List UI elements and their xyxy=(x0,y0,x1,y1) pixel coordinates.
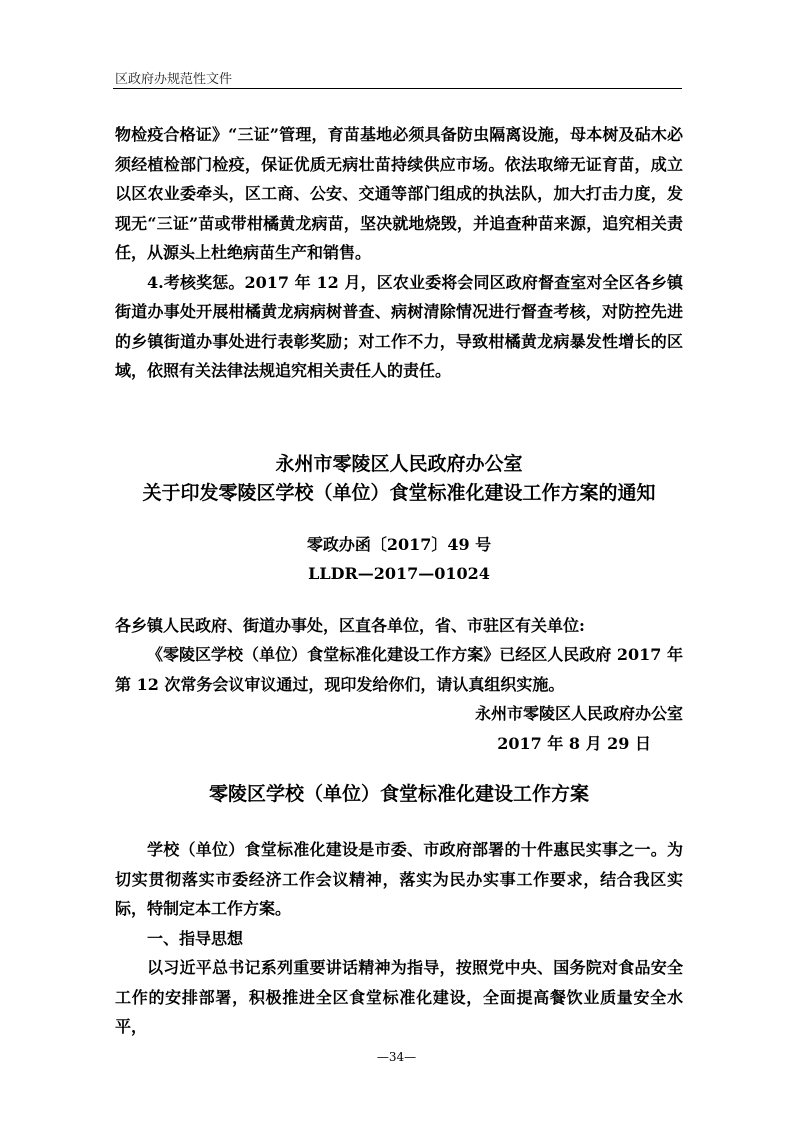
spacer xyxy=(115,809,683,835)
running-header: 区政府办规范性文件 xyxy=(115,72,233,87)
spacer xyxy=(115,758,683,780)
notice-addressee: 各乡镇人民政府、街道办事处，区直各单位，省、市驻区有关单位: xyxy=(115,615,585,635)
header-rule xyxy=(113,88,682,89)
registration-number: LLDR—2017—01024 xyxy=(308,564,490,583)
notice-title-line-2: 关于印发零陵区学校（单位）食堂标准化建设工作方案的通知 xyxy=(142,481,656,504)
spacer xyxy=(115,589,683,611)
plan-intro: 学校（单位）食堂标准化建设是市委、市政府部署的十件惠民实事之一。为切实贯彻落实市委经济工作会议精神，落实为民办实事工作要求，结合我区实际，特制定本工作方案。 xyxy=(115,840,683,918)
document-number: 零政办函〔2017〕49 号 xyxy=(306,534,492,554)
page-number: —34— xyxy=(376,1050,417,1064)
notice-body: 《零陵区学校（单位）食堂标准化建设工作方案》已经区人民政府 2017 年第 12 次常务会议审议通过，现印发给你们，请认真组织实施。 xyxy=(115,645,683,694)
plan-title: 零陵区学校（单位）食堂标准化建设工作方案 xyxy=(208,783,589,805)
spacer xyxy=(115,386,683,450)
continued-paragraph-2: 4.考核奖惩。2017 年 12 月，区农业委将会同区政府督查室对全区各乡镇街道办事处开展柑橘黄龙病病树普查、病树清除情况进行督查考核，对防控先进的乡镇街道办事处进行表彰奖励；对工作不力，导致柑橘黄龙病暴发性增长的区域，依照有关法律法规追究相关责任人的责任。 xyxy=(115,272,683,380)
spacer xyxy=(115,508,683,530)
notice-title-line-1: 永州市零陵区人民政府办公室 xyxy=(275,452,523,475)
section-1-heading: 一、指导思想 xyxy=(147,928,244,948)
page-body xyxy=(115,120,683,1042)
section-1-body: 以习近平总书记系列重要讲话精神为指导，按照党中央、国务院对食品安全工作的安排部署，积极推进全区食堂标准化建设，全面提高餐饮业质量安全水平， xyxy=(115,958,683,1036)
notice-signer: 永州市零陵区人民政府办公室 xyxy=(474,704,683,723)
notice-date: 2017 年 8 月 29 日 xyxy=(497,733,651,753)
continued-paragraph-1: 物检疫合格证》“三证”管理，育苗基地必须具备防虫隔离设施，母本树及砧木必须经植检部门检疫，保证优质无病壮苗持续供应市场。依法取缔无证育苗，成立以区农业委牵头，区工商、公安、交通等部门组成的执法队，加大打击力度，发现无“三证”苗或带柑橘黄龙病苗，坚决就地烧毁，并追查种苗来源，追究相关责任，从源头上杜绝病苗生产和销售。 xyxy=(115,125,683,262)
